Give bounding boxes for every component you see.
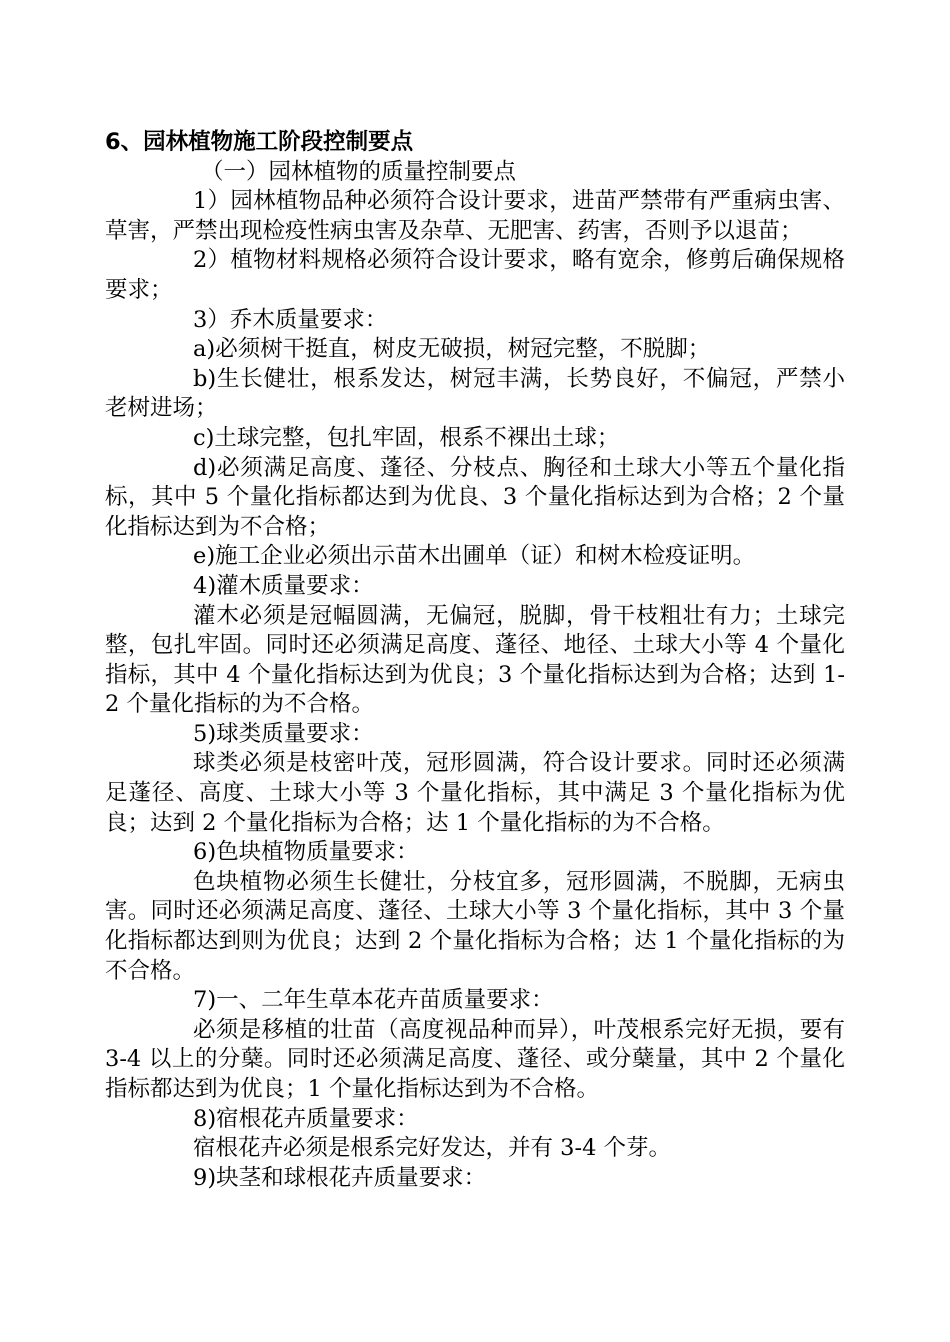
paragraph: e)施工企业必须出示苗木出圃单（证）和树木检疫证明。 bbox=[193, 543, 756, 570]
paragraph: 2）植物材料规格必须符合设计要求，略有宽余，修剪后确保规格要求； bbox=[105, 247, 845, 303]
paragraph: 灌木必须是冠幅圆满，无偏冠，脱脚，骨干枝粗壮有力；土球完整，包扎牢固。同时还必须满足高度、蓬径、地径、土球大小等 4 个量化指标，其中 4 个量化指标达到为优良；3 个量化指标达到为合格；达到 1-2 个量化指标的为不合格。 bbox=[105, 602, 845, 718]
paragraph: 宿根花卉必须是根系完好发达，并有 3-4 个芽。 bbox=[193, 1135, 672, 1162]
paragraph: 7)一、二年生草本花卉苗质量要求： bbox=[193, 987, 554, 1014]
paragraph: 5)球类质量要求： bbox=[193, 720, 374, 747]
paragraph: 必须是移植的壮苗（高度视品种而异），叶茂根系完好无损，要有 3-4 以上的分蘖。同时还必须满足高度、蓬径、或分蘖量，其中 2 个量化指标都达到为优良；1 个量化指标达到为不合格。 bbox=[105, 1016, 845, 1102]
paragraph: 9)块茎和球根花卉质量要求： bbox=[193, 1164, 487, 1191]
paragraph: 球类必须是枝密叶茂，冠形圆满，符合设计要求。同时还必须满足蓬径、高度、土球大小等 3 个量化指标，其中满足 3 个量化指标为优良；达到 2 个量化指标为合格；达 1 个量化指标的为不合格。 bbox=[105, 750, 845, 836]
paragraph: a)必须树干挺直，树皮无破损，树冠完整，不脱脚； bbox=[193, 336, 711, 363]
paragraph: b)生长健壮，根系发达，树冠丰满，长势良好，不偏冠，严禁小老树进场； bbox=[105, 365, 845, 422]
paragraph: 4)灌木质量要求： bbox=[193, 572, 374, 599]
paragraph: 6)色块植物质量要求： bbox=[193, 839, 419, 866]
paragraph: c)土球完整，包扎牢固，根系不裸出土球； bbox=[193, 424, 620, 451]
subsection-title: （一）园林植物的质量控制要点 bbox=[201, 158, 517, 185]
paragraph: 8)宿根花卉质量要求： bbox=[193, 1105, 419, 1132]
paragraph: 1）园林植物品种必须符合设计要求，进苗严禁带有严重病虫害、草害，严禁出现检疫性病虫害及杂草、无肥害、药害，否则予以退苗； bbox=[105, 188, 845, 244]
paragraph: 色块植物必须生长健壮，分枝宜多，冠形圆满，不脱脚，无病虫害。同时还必须满足高度、蓬径、土球大小等 3 个量化指标，其中 3 个量化指标都达到则为优良；达到 2 个量化指标为合格；达 1 个量化指标的为不合格。 bbox=[105, 868, 845, 984]
paragraph: 3）乔木质量要求： bbox=[193, 306, 388, 333]
document-body bbox=[105, 128, 845, 1193]
paragraph: d)必须满足高度、蓬径、分枝点、胸径和土球大小等五个量化指标，其中 5 个量化指标都达到为优良、3 个量化指标达到为合格；2 个量化指标达到为不合格； bbox=[105, 454, 845, 540]
section-heading: 6、园林植物施工阶段控制要点 bbox=[105, 129, 414, 155]
